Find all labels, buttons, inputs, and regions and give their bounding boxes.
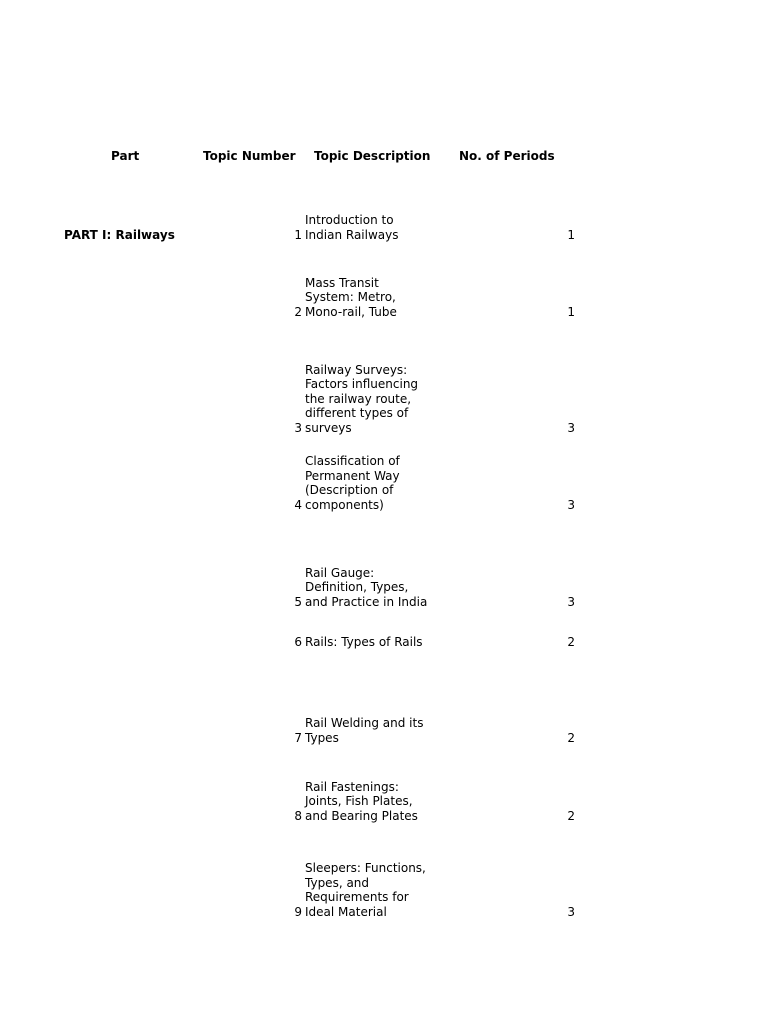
- topic-description-line: Factors influencing: [305, 377, 419, 391]
- topic-description-line: Rails: Types of Rails: [305, 634, 423, 649]
- topic-number: 4: [294, 497, 302, 512]
- header-no-of-periods: No. of Periods: [459, 149, 555, 163]
- no-of-periods: 1: [567, 227, 575, 242]
- part-label: PART I: Railways: [64, 228, 175, 242]
- topic-description-line: surveys: [305, 420, 352, 435]
- topic-description-line: Rail Welding and its: [305, 716, 424, 730]
- topic-description-line: Types: [305, 730, 339, 745]
- no-of-periods: 3: [567, 594, 575, 609]
- topic-description-line: Permanent Way: [305, 468, 400, 483]
- topic-description-line: System: Metro,: [305, 290, 396, 304]
- no-of-periods: 3: [567, 497, 575, 512]
- topic-description-line: Definition, Types,: [305, 580, 409, 594]
- topic-description-line: and Practice in India: [305, 594, 428, 609]
- header-topic-number: Topic Number: [203, 149, 296, 163]
- topic-number: 9: [294, 904, 302, 919]
- no-of-periods: 2: [567, 730, 575, 745]
- topic-description-line: Mono-rail, Tube: [305, 304, 397, 319]
- topic-number: 7: [294, 730, 302, 745]
- topic-description-line: Sleepers: Functions,: [305, 861, 426, 875]
- topic-description-line: different types of: [305, 406, 409, 420]
- topic-description-line: (Description of: [305, 483, 394, 497]
- topic-description-line: Mass Transit: [305, 275, 379, 290]
- topic-number: 6: [294, 634, 302, 649]
- header-topic-description: Topic Description: [314, 149, 431, 163]
- topic-description-line: Railway Surveys:: [305, 362, 408, 377]
- topic-number: 8: [294, 808, 302, 823]
- topic-description-line: Requirements for: [305, 890, 409, 904]
- topic-description-line: Classification of: [305, 454, 400, 468]
- no-of-periods: 2: [567, 808, 575, 823]
- topic-description-line: Rail Fastenings:: [305, 779, 399, 794]
- topic-number: 1: [294, 227, 302, 242]
- no-of-periods: 3: [567, 904, 575, 919]
- topic-description-line: Introduction to: [305, 213, 394, 227]
- topic-description-line: the railway route,: [305, 391, 412, 406]
- topic-number: 5: [294, 594, 302, 609]
- topic-number: 2: [294, 304, 302, 319]
- header-part: Part: [111, 149, 140, 163]
- topic-description-line: Rail Gauge:: [305, 565, 375, 580]
- no-of-periods: 1: [567, 304, 575, 319]
- topic-description: [305, 861, 429, 919]
- topic-description-line: Types, and: [305, 875, 370, 890]
- topic-description-line: Indian Railways: [305, 227, 399, 242]
- no-of-periods: 3: [567, 420, 575, 435]
- topic-description-line: components): [305, 497, 384, 512]
- topic-description-line: Ideal Material: [305, 904, 387, 919]
- topic-description-line: Joints, Fish Plates,: [305, 794, 413, 808]
- topic-description-line: and Bearing Plates: [305, 808, 418, 823]
- no-of-periods: 2: [567, 634, 575, 649]
- topic-number: 3: [294, 420, 302, 435]
